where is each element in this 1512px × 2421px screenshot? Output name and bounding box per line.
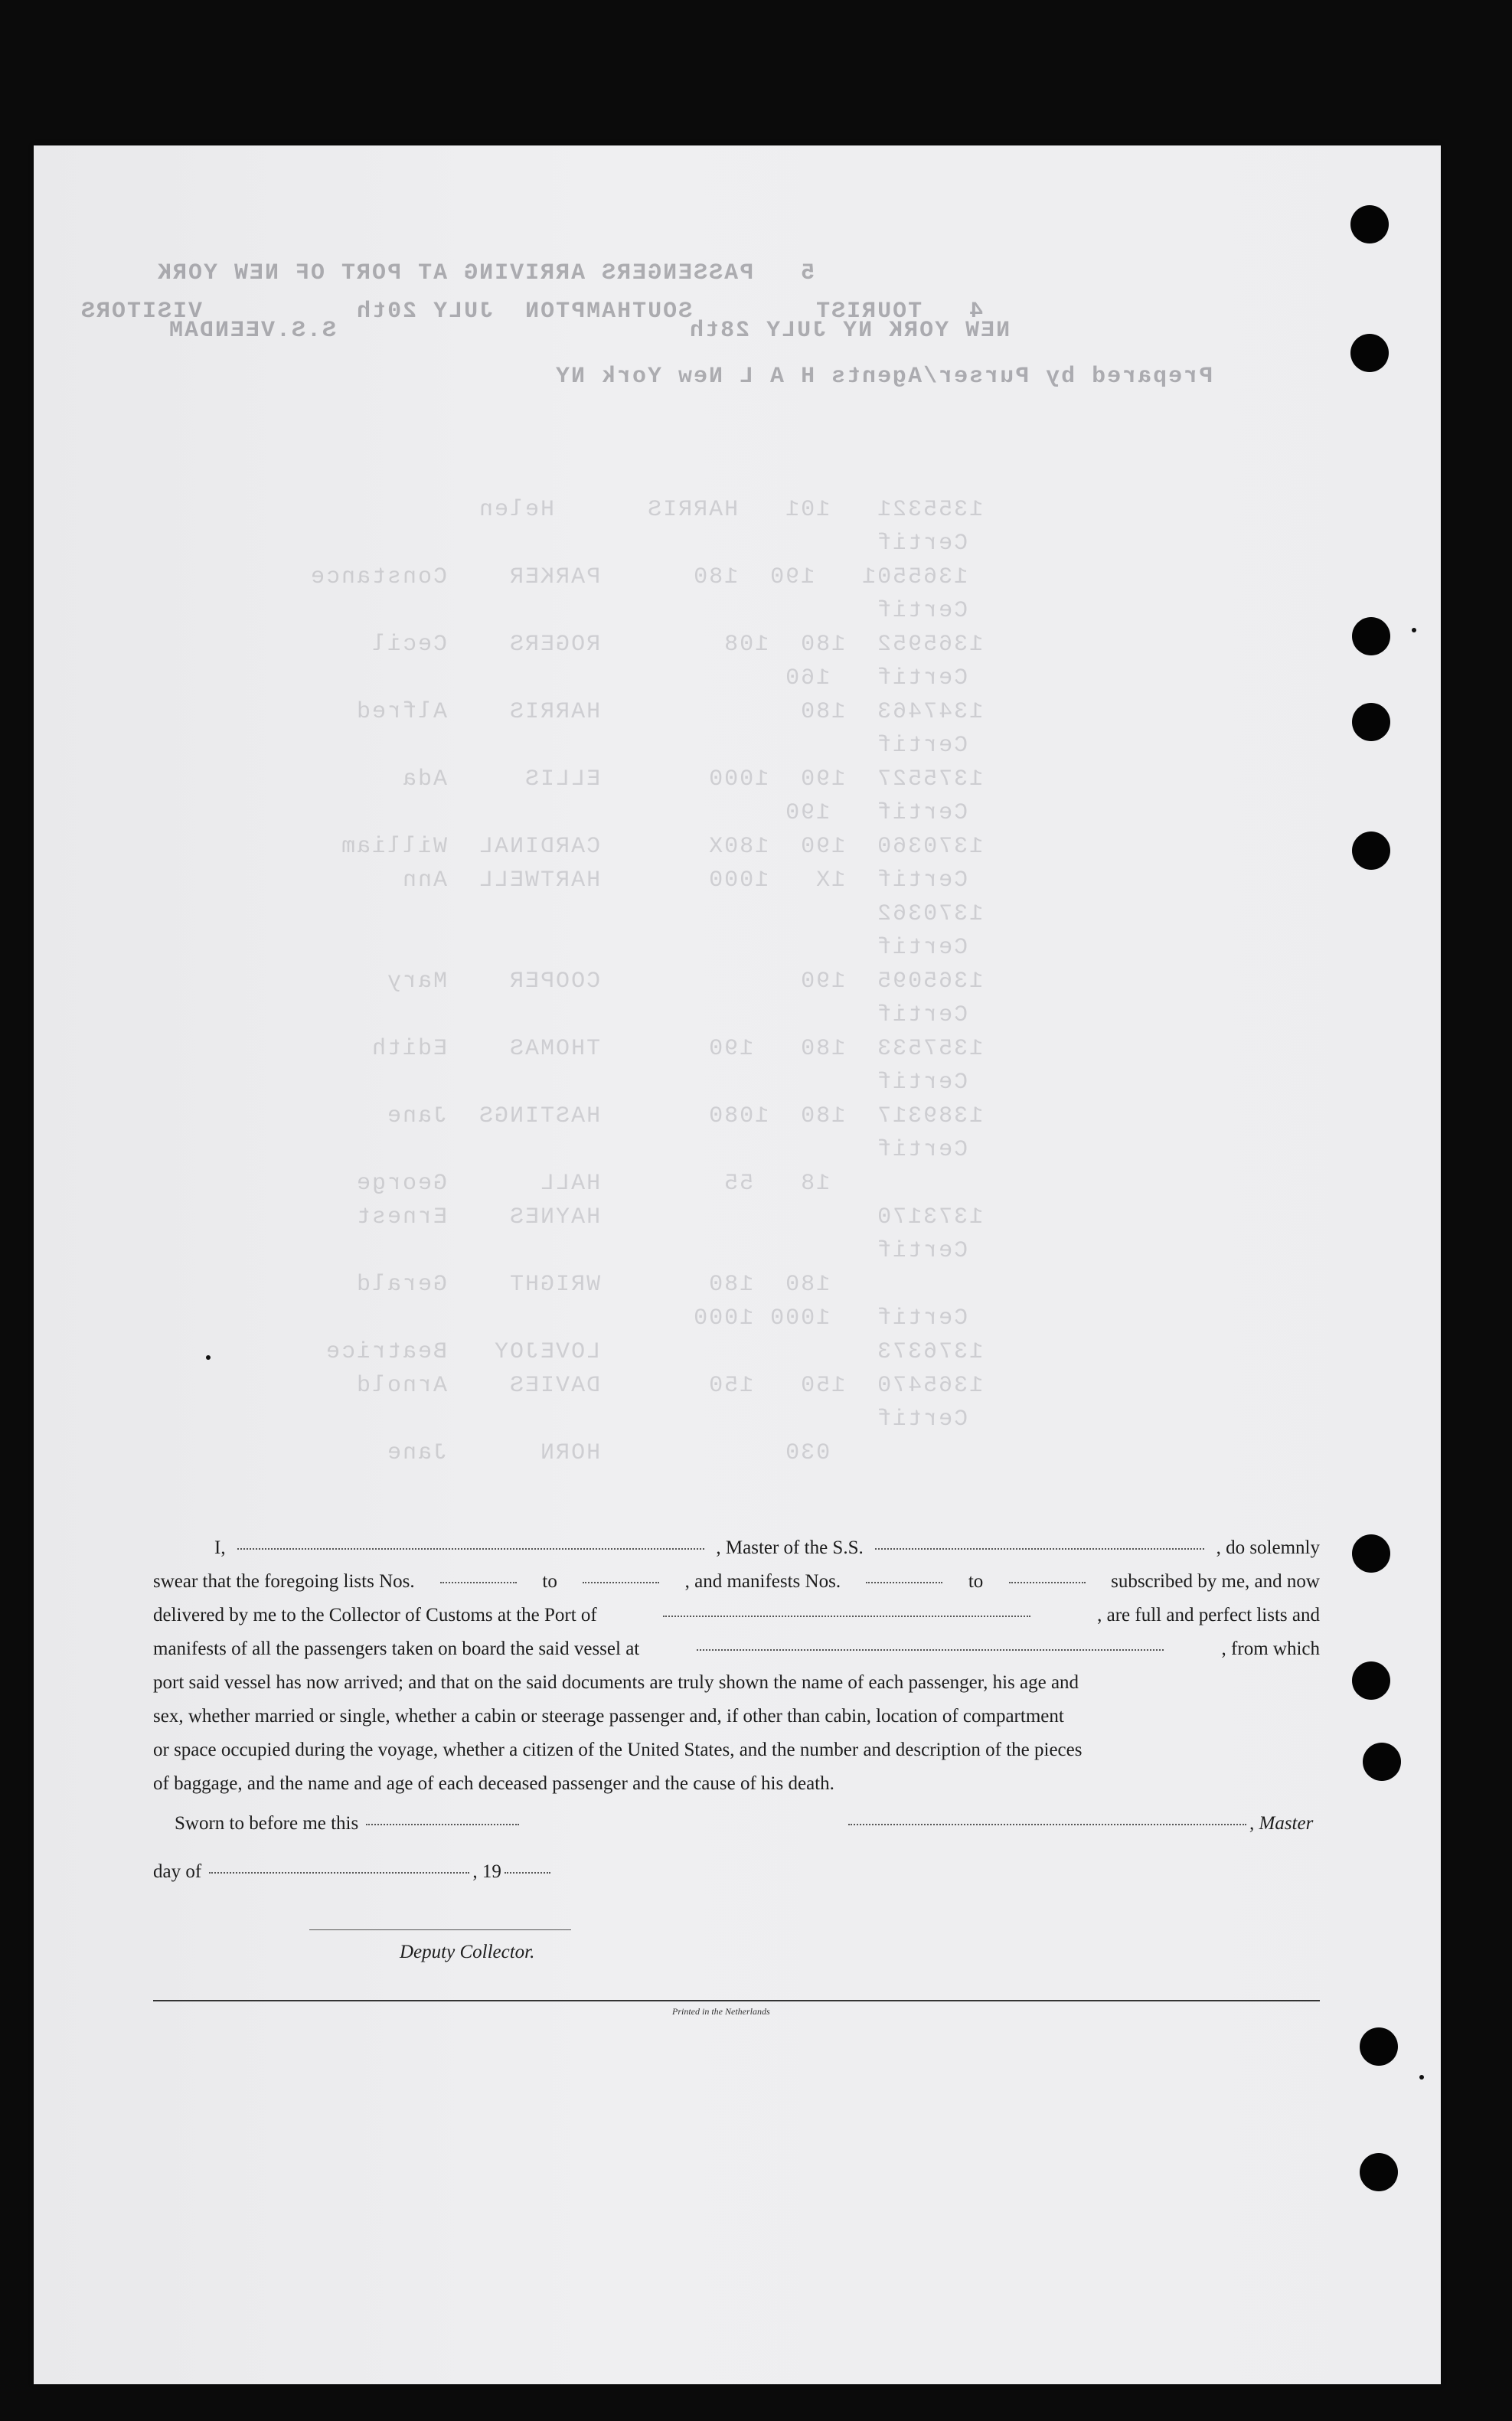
day-of-month-field[interactable]: [209, 1872, 469, 1874]
master-signature-line: [845, 1813, 1313, 1835]
oath-manifests-passengers-label: manifests of all the passengers taken on board the said vessel at: [153, 1639, 640, 1659]
manifest-page: [34, 145, 1441, 2384]
master-name-field[interactable]: [237, 1548, 704, 1550]
list-number-to-field[interactable]: [583, 1582, 659, 1583]
sworn-line: [175, 1813, 522, 1835]
deputy-signature-line[interactable]: [309, 1929, 571, 1930]
sworn-label: Sworn to before me this: [175, 1813, 359, 1834]
deputy-collector-label: Deputy Collector.: [400, 1942, 535, 1962]
oath-paragraph: [153, 1531, 1320, 1801]
punch-hole: [1350, 205, 1389, 243]
oath-text-6: sex, whether married or single, whether a cabin or steerage passenger and, if other than cabin, location of compartment: [153, 1706, 1064, 1727]
list-number-from-field[interactable]: [440, 1582, 517, 1583]
speck: [206, 1355, 211, 1360]
year-field[interactable]: [505, 1872, 550, 1874]
oath-line-2: [153, 1565, 1320, 1599]
year-label: , 19: [472, 1861, 501, 1882]
punch-hole: [1352, 832, 1390, 870]
sworn-date-field[interactable]: [366, 1824, 519, 1825]
punch-hole: [1352, 1661, 1390, 1700]
oath-manifests-label: , and manifests Nos.: [684, 1571, 841, 1592]
oath-line-4: [153, 1632, 1320, 1666]
speck: [1419, 2075, 1424, 2080]
vessel-name-field[interactable]: [875, 1548, 1204, 1550]
oath-text-8: of baggage, and the name and age of each deceased passenger and the cause of his death.: [153, 1773, 834, 1794]
oath-text-7: or space occupied during the voyage, whether a citizen of the United States, and the number and description of the pieces: [153, 1740, 1083, 1760]
oath-from-which-label: , from which: [1221, 1639, 1320, 1659]
oath-text-5: port said vessel has now arrived; and that on the said documents are truly shown the name of each passenger, his age and: [153, 1672, 1079, 1693]
bleed-through-header: 5 PASSENGERS ARRIVING AT PORT OF NEW YORK: [156, 260, 815, 286]
manifest-number-to-field[interactable]: [1009, 1582, 1086, 1583]
oath-swear-label: swear that the foregoing lists Nos.: [153, 1571, 415, 1592]
master-label: , Master: [1249, 1813, 1314, 1834]
oath-line-3: [153, 1599, 1320, 1632]
oath-subscribed-label: subscribed by me, and now: [1111, 1571, 1320, 1592]
day-of-line: [153, 1861, 554, 1883]
oath-line-5: [153, 1666, 1320, 1700]
oath-line-6: [153, 1700, 1320, 1733]
port-of-arrival-field[interactable]: [663, 1616, 1030, 1617]
manifest-number-from-field[interactable]: [866, 1582, 942, 1583]
oath-master-of-label: , Master of the S.S.: [716, 1537, 864, 1558]
footer-rule: [153, 2000, 1320, 2001]
bleed-through-agent: Prepared by Purser/Agents H A L New York NY: [554, 364, 1213, 390]
master-signature-field[interactable]: [848, 1824, 1246, 1825]
punch-hole: [1352, 703, 1390, 741]
oath-perfect-lists-label: , are full and perfect lists and: [1097, 1605, 1320, 1625]
oath-to-label-2: to: [968, 1571, 984, 1592]
bleed-through-route: 4 TOURIST SOUTHAMPTON JULY 20th VISITORS: [80, 299, 984, 325]
oath-line-1: [153, 1531, 1320, 1565]
printed-in-netherlands: Printed in the Netherlands: [672, 2006, 770, 2017]
punch-hole: [1360, 2027, 1398, 2066]
port-of-departure-field[interactable]: [697, 1649, 1164, 1651]
oath-line-7: [153, 1733, 1320, 1767]
bleed-through-column: 1355321 101 HARRIS Helen Certif 1365501 190 180 PARKER Constance Certif 1365952 180 108 ROGERS Cecil Certif 160 1347463 180 HARRIS Alfred Certif 1375527 190 1000 ELLIS Ada Certif 190 1370360 190 180X CARDINAL William Certif 1X 1000 HARTWELL Ann 1370362 Certif 1365095 190 COOPER Mary Certif 1357533 180 190 THOMAS Edith Certif 1389317 180 1080 HASTINGS Jane Certif 18 55 HALL George 1373170 HAYNES Ernest Certif 180 180 WRIGHT Gerald Certif 1000 1000 1376373 LOVEJOY Beatrice 1365470 150 150 DAVIES Arnold Certif 030 HORN Jane: [309, 497, 984, 1466]
oath-to-label-1: to: [542, 1571, 557, 1592]
oath-solemnly-label: , do solemnly: [1216, 1537, 1320, 1558]
bleed-through-arrival: NEW YORK NY JULY 28th S.S.VEENDAM: [168, 318, 1011, 344]
punch-hole: [1363, 1743, 1401, 1781]
punch-hole: [1350, 334, 1389, 372]
punch-hole: [1352, 1534, 1390, 1573]
punch-hole: [1352, 617, 1390, 655]
speck: [1412, 628, 1416, 632]
punch-hole: [1360, 2153, 1398, 2191]
oath-line-8: [153, 1767, 1320, 1801]
oath-i-label: I,: [214, 1537, 226, 1558]
day-of-label: day of: [153, 1861, 202, 1882]
oath-delivered-label: delivered by me to the Collector of Customs at the Port of: [153, 1605, 597, 1625]
